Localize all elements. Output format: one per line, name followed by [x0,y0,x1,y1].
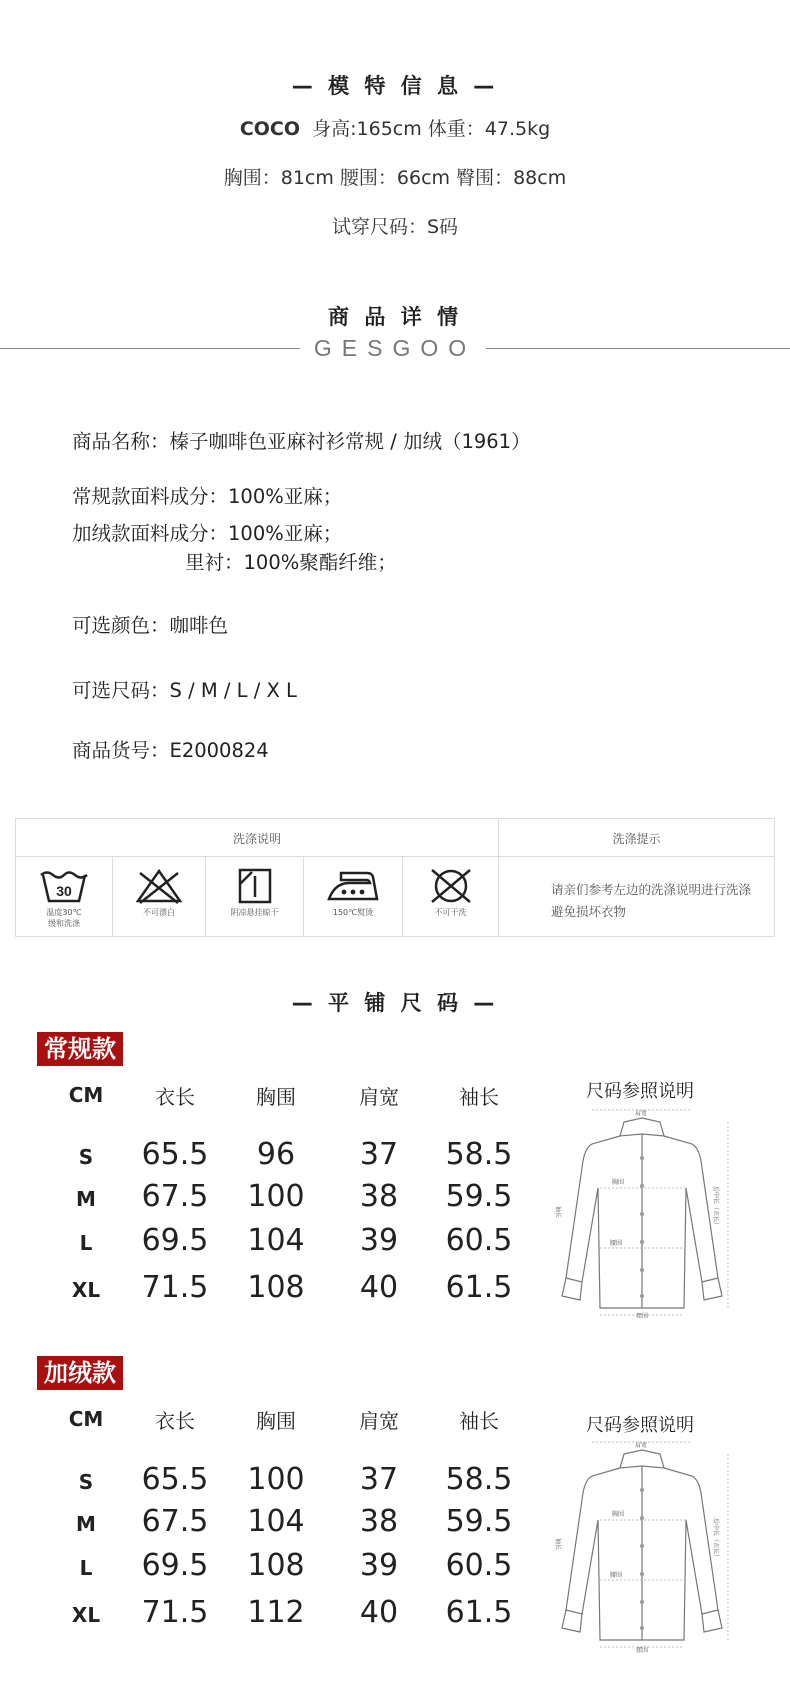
table1-l-chest: 104 [247,1223,305,1258]
wash-30-cell [16,857,112,929]
available-sizes: 可选尺码：S / M / L / X L [72,679,297,702]
table1-xl-sleeve: 61.5 [445,1270,513,1305]
table2-m-shoulder: 38 [359,1504,399,1539]
table2-l-shoulder: 39 [359,1548,399,1583]
table2-l-length: 69.5 [141,1548,209,1583]
table1-header-cm: CM [68,1083,104,1107]
model-line-1 [0,114,790,141]
brand-name: GESGOO [313,335,477,361]
table1-m-chest: 100 [247,1179,305,1214]
shirt-size-diagram-icon [552,1440,732,1655]
no-dry-clean-icon [426,867,476,905]
table1-header-shoulder: 肩宽 [359,1085,399,1109]
wash-tip-text [551,879,761,923]
iron-150-icon [325,867,381,905]
details-section-title: 商 品 详 情 [328,305,462,329]
table2-m-length: 67.5 [141,1504,209,1539]
diagram2-label-chest: 胸围 [612,1511,625,1518]
shirt-size-diagram-icon [552,1108,732,1318]
table1-diagram-title: 尺码参照说明 [586,1081,694,1102]
table1-xl-shoulder: 40 [359,1270,399,1305]
table2-size-s: S [78,1470,94,1494]
table2-m-chest: 104 [247,1504,305,1539]
wash-temp-number: 30 [56,883,72,899]
table2-diagram-title: 尺码参照说明 [586,1415,694,1436]
diagram1-label-chest: 胸围 [612,1179,625,1186]
iron-cell [304,857,402,918]
table1-xl-length: 71.5 [141,1270,209,1305]
table2-l-chest: 108 [247,1548,305,1583]
diagram2-label-hem: 摆围 [636,1647,649,1654]
table1-l-sleeve: 60.5 [445,1223,513,1258]
table1-s-chest: 96 [256,1137,296,1172]
lining-fabric: 里衬：100%聚酯纤维； [185,551,397,574]
table1-xl-chest: 108 [247,1270,305,1305]
drip-dry-cell [206,857,303,918]
table2-size-m: M [76,1512,96,1536]
table1-size-m: M [76,1187,96,1211]
table1-m-length: 67.5 [141,1179,209,1214]
diagram2-label-shoulder: 肩宽 [635,1442,648,1449]
table1-s-shoulder: 37 [359,1137,399,1172]
diagram1-label-sleeve: 袖长 [554,1206,561,1219]
table1-s-length: 65.5 [141,1137,209,1172]
available-colors: 可选颜色：咖啡色 [72,614,229,637]
table2-size-xl: XL [71,1603,101,1627]
table2-l-sleeve: 60.5 [445,1548,513,1583]
table2-header-sleeve: 袖长 [459,1409,499,1433]
model-section-title: — 模 特 信 息 — [291,74,499,98]
table2-s-length: 65.5 [141,1462,209,1497]
drip-dry-shade-icon [230,867,280,905]
table2-header-chest: 胸围 [256,1409,296,1433]
table1-header-chest: 胸围 [256,1085,296,1109]
table2-m-sleeve: 59.5 [445,1504,513,1539]
no-bleach-label: 不可漂白 [143,908,175,917]
table2-xl-chest: 112 [247,1595,305,1630]
wash-30-label-1: 温度30℃ [46,908,82,917]
product-sku: 商品货号：E2000824 [72,739,269,762]
table1-s-sleeve: 58.5 [445,1137,513,1172]
table1-shirt-diagram [552,1108,732,1322]
wash-30-icon [39,867,89,905]
fabric-regular: 常规款面料成分：100%亚麻； [72,485,343,508]
model-height-weight: 身高:165cm 体重：47.5kg [312,118,551,140]
table1-header-sleeve: 袖长 [459,1085,499,1109]
table2-xl-shoulder: 40 [359,1595,399,1630]
wash-tip-line-1: 请亲们参考左边的洗涤说明进行洗涤 [551,882,752,897]
no-bleach-cell [113,857,205,918]
table2-header-shoulder: 肩宽 [359,1409,399,1433]
table2-s-chest: 100 [247,1462,305,1497]
diagram2-label-waist: 腰围 [610,1572,623,1579]
iron-label: 150℃熨烫 [332,908,374,917]
wash-tip-line-2: 避免损坏衣物 [551,904,627,919]
wash-30-label-2: 缓和洗涤 [48,919,80,928]
diagram1-label-length: 后中长（衣长） [712,1186,719,1229]
size-section-title: — 平 铺 尺 码 — [291,991,499,1015]
wash-care-table [15,818,775,937]
fleece-style-tag: 加绒款 [37,1356,123,1390]
table2-xl-length: 71.5 [141,1595,209,1630]
no-dry-clean-label: 不可干洗 [434,908,467,917]
wash-tips-header: 洗涤提示 [612,832,661,846]
table1-m-sleeve: 59.5 [445,1179,513,1214]
table1-size-xl: XL [71,1278,101,1302]
no-bleach-icon [134,867,184,905]
table1-l-shoulder: 39 [359,1223,399,1258]
diagram2-label-length: 后中长（衣长） [712,1518,719,1561]
model-measurements: 胸围：81cm 腰围：66cm 臀围：88cm [223,167,567,189]
table2-s-sleeve: 58.5 [445,1462,513,1497]
table1-size-s: S [78,1145,94,1169]
diagram2-label-sleeve: 袖长 [554,1538,561,1551]
table2-size-l: L [79,1556,93,1580]
table1-l-length: 69.5 [141,1223,209,1258]
table2-header-length: 衣长 [155,1409,195,1433]
diagram1-label-waist: 腰围 [610,1240,623,1247]
fabric-fleece: 加绒款面料成分：100%亚麻； [72,522,343,545]
product-name: 商品名称：榛子咖啡色亚麻衬衫常规 / 加绒（1961） [72,430,531,453]
table2-xl-sleeve: 61.5 [445,1595,513,1630]
wash-instructions-header: 洗涤说明 [232,832,281,846]
drip-dry-label: 阴凉悬挂晾干 [230,908,279,917]
table2-shirt-diagram [552,1440,732,1659]
model-name: COCO [239,118,301,140]
table2-header-cm: CM [68,1407,104,1431]
table2-s-shoulder: 37 [359,1462,399,1497]
diagram1-label-hem: 摆围 [636,1313,649,1318]
diagram1-label-shoulder: 肩宽 [635,1110,648,1117]
table1-header-length: 衣长 [155,1085,195,1109]
regular-style-tag: 常规款 [37,1032,123,1066]
model-trial-size: 试穿尺码：S码 [331,216,459,238]
table1-m-shoulder: 38 [359,1179,399,1214]
table1-size-l: L [79,1231,93,1255]
no-dry-clean-cell [403,857,498,918]
